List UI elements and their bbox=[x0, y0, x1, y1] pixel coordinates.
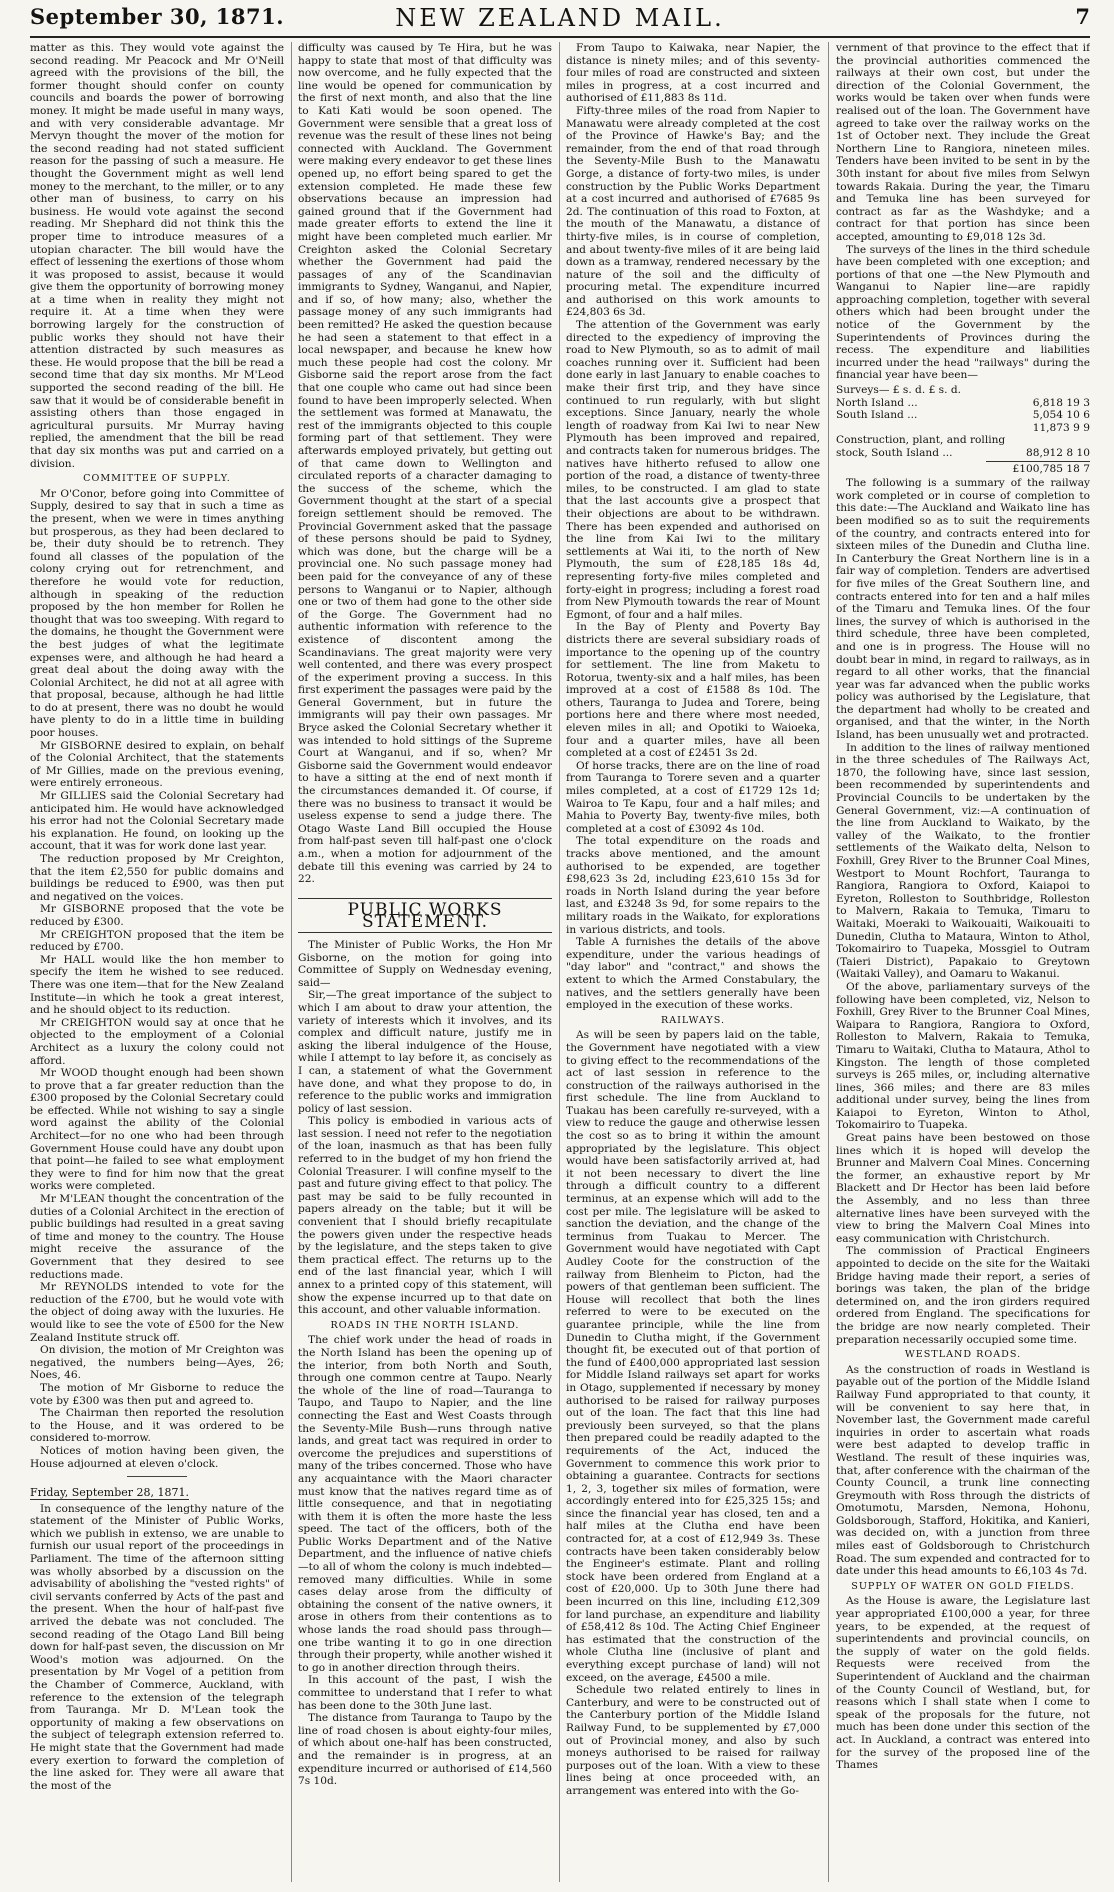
table-amount: 88,912 8 10 bbox=[1025, 447, 1090, 459]
article-paragraph: Mr GISBORNE proposed that the vote be reduced by £300. bbox=[30, 903, 284, 928]
article-paragraph: In this account of the past, I wish the committee to understand that I refer to what has been done to the 30th June last. bbox=[298, 1674, 552, 1712]
article-paragraph: Fifty-three miles of the road from Napier to Manawatu were already completed at the cost of the Province of Hawke's Bay; and the remainder, from the end of that road through the Seventy-Mile Bush to the Manawatu Gorge, a distance of forty-two miles, is under construction by the Public Works Department at a cost incurred and authorised of £7685 9s 2d. The continuation of this road to Foxton, at the mouth of the Manawatu, a distance of thirty-five miles, is in course of completion, and about twenty-five miles of it are being laid down as a tramway, rendered necessary by the nature of the soil and the difficulty of procuring metal. The expenditure incurred and authorised on this work amounts to £24,803 6s 3d. bbox=[566, 104, 820, 319]
table-amount: 6,818 19 3 bbox=[1032, 396, 1090, 409]
article-paragraph: Mr CREIGHTON proposed that the item be reduced by £700. bbox=[30, 928, 284, 954]
issue-date: September 30, 1871. bbox=[30, 4, 285, 29]
page-columns bbox=[30, 42, 1090, 1882]
article-paragraph: Mr REYNOLDS intended to vote for the reduction of the £700, but he would vote with the object of doing away with the luxuries. He would like to see the vote of £500 for the New Zealand Institute struck off. bbox=[30, 1281, 284, 1344]
article-paragraph: Mr WOOD thought enough had been shown to prove that a far greater reduction than the £300 proposed by the Colonial Secretary could be effected. While not wishing to say a single word against the ability of the Colonial Architect—for no one who had been through Government House could have any doubt upon that point—he failed to see what employment they were to find for him now that the great works were completed. bbox=[30, 1067, 284, 1193]
article-paragraph: Notices of motion having been given, the House adjourned at eleven o'clock. bbox=[30, 1444, 284, 1470]
article-paragraph: The surveys of the lines in the third schedule have been completed with one exception; and portions of that one —the New Plymouth and Wanganui to Napier line—are rapidly approaching completion, together with several others which had been brought under the notice of the Government by the Superintendents of Provinces during the recess. The expenditure and liabilities incurred under the head "railways" during the financial year have been— bbox=[836, 243, 1090, 382]
article-paragraph: The distance from Tauranga to Taupo by the line of road chosen is about eighty-four miles, of which about one-half has been constructed, and the remainder is in progress, at an expenditure incurred or authorised of £14,560 7s 10d. bbox=[298, 1712, 552, 1788]
article-paragraph: The Chairman then reported the resolution to the House, and it was ordered to be considered to-morrow. bbox=[30, 1407, 284, 1445]
article-paragraph: This policy is embodied in various acts of last session. I need not refer to the negotiation of the loan, inasmuch as that has been fully referred to in the budget of my hon friend the Colonial Treasurer. I will confine myself to the past and future giving effect to that policy. The past may be said to be fully recounted in papers already on the table; but it will be convenient that I should briefly recapitulate the powers given under the respective heads by the legislature, and the steps taken to give them practical effect. The returns up to the end of the last financial year, which I will annex to a printed copy of this statement, will show the expense incurred up to that date on this account, and other valuable information. bbox=[298, 1115, 552, 1317]
expenditure-table bbox=[836, 384, 1090, 475]
column-divider bbox=[828, 42, 829, 1882]
masthead bbox=[30, 4, 1090, 38]
table-row bbox=[836, 397, 1090, 410]
column-divider bbox=[559, 42, 560, 1882]
article-paragraph: Great pains have been bestowed on those lines which it is hoped will develop the Brunner and Malvern Coal Mines. Concerning the former, an exhaustive report by Mr Blackett and Dr Hector has been laid before the Assembly, and no less than three alternative lines have been surveyed with the view to bring the Malvern Coal Mines into easy communication with Christchurch. bbox=[836, 1132, 1090, 1245]
table-total-row bbox=[836, 463, 1090, 476]
column-1 bbox=[30, 42, 284, 1882]
article-paragraph: matter as this. They would vote against the second reading. Mr Peacock and Mr O'Neill agreed with the provisions of the bill, the former thought should confer on county councils and boards the power of borrowing money. It might be made useful in many ways, and with very considerable advantage. Mr Mervyn thought the mover of the motion for the second reading had not stated sufficient reason for the passing of such a measure. He thought the Government might as well lend money to the merchant, to the miller, or to any other man of business, to carry on his business. He would vote against the second reading. Mr Shephard did not think this the proper time to introduce measures of a utopian character. The bill would have the effect of lessening the exertions of those whom it was proposed to assist, because it would give them the opportunity of borrowing money at a time when in reality they might not require it. At a time when they were borrowing largely for the construction of public works they should not have their attention distracted by such measures as these. He would propose that the bill be read a second time that day six months. Mr M'Leod supported the second reading of the bill. He saw that it would be of considerable benefit in assisting others than those engaged in agricultural pursuits. Mr Murray having replied, the amendment that the bill be read that day six months was put and carried on a division. bbox=[30, 42, 284, 470]
table-label: Construction, plant, and rolling bbox=[836, 434, 1006, 447]
article-paragraph: On division, the motion of Mr Creighton was negatived, the numbers being—Ayes, 26; Noes, 46. bbox=[30, 1344, 284, 1382]
table-row bbox=[836, 422, 1090, 435]
table-total-amount: £100,785 18 7 bbox=[1012, 462, 1090, 475]
column-2 bbox=[298, 42, 552, 1882]
article-paragraph: vernment of that province to the effect that if the provincial authorities commenced the railways at their own cost, but under the direction of the Colonial Government, the works would be taken over when funds were realised out of the loan. The Government have agreed to take over the railway works on the 1st of October next. They include the Great Northern Line to Rangiora, nineteen miles. Tenders have been invited to be sent in by the 30th instant for about five miles from Selwyn towards Rakaia. During the year, the Timaru and Temuka line has been surveyed for contract as far as the Washdyke; and a contract for that portion has since been accepted, amounting to £9,018 12s 3d. bbox=[836, 42, 1090, 243]
article-paragraph: Schedule two related entirely to lines in Canterbury, and were to be constructed out of the Canterbury portion of the Middle Island Railway Fund, to be supplemented by £7,000 out of Provincial money, and also by such moneys authorised to be raised for railway purposes out of the loan. With a view to these lines being at once proceeded with, an arrangement was entered into with the Go- bbox=[566, 1684, 820, 1797]
subheading-water-supply: SUPPLY OF WATER ON GOLD FIELDS. bbox=[851, 1580, 1075, 1592]
article-paragraph: In consequence of the lengthy nature of the statement of the Minister of Public Works, which we publish in extenso, we are unable to furnish our usual report of the proceedings in Parliament. The time of the afternoon sitting was wholly absorbed by a discussion on the advisability of abolishing the "vested rights" of civil servants conferred by Acts of the past and the present. When the hour of half-past five arrived the debate was not concluded. The second reading of the Otago Land Bill being down for half-past seven, the discussion on Mr Wood's motion was adjourned. On the presentation by Mr Vogel of a petition from the Chamber of Commerce, Auckland, with reference to the extension of the telegraph from Tauranga. Mr D. M'Lean took the opportunity of making a few observations on the subject of telegraph extension referred to. He might state that the Government had made every exertion to forward the completion of the line asked for. They were all aware that the most of the bbox=[30, 1502, 284, 1792]
article-paragraph: The reduction proposed by Mr Creighton, that the item £2,550 for public domains and buildings be reduced to £900, was then put and negatived on the voices. bbox=[30, 853, 284, 903]
article-paragraph: As will be seen by papers laid on the table, the Government have negotiated with a view to giving effect to the recommendations of the act of last session in reference to the construction of the railways authorised in the first schedule. The line from Auckland to Tuakau has been carefully re-surveyed, with a view to reduce the gauge and otherwise lessen the cost so as to bring it within the amount appropriated by the legislature. This object would have been satisfactorily arrived at, had it not been necessary to divert the line through a difficult country to a different terminus, at an expense which will add to the cost per mile. The legislature will be asked to sanction the deviation, and the change of the terminus from Tuakau to Mercer. The Government would have negotiated with Capt Audley Coote for the construction of the railway from Blenheim to Picton, had the powers of that gentleman been sufficient. The House will recollect that both the lines referred to were to be executed on the guarantee principle, while the line from Dunedin to Clutha might, if the Government thought fit, be executed out of that portion of the fund of £400,000 appropriated last session for Middle Island railways set apart for works in Otago, supplemented if necessary by money authorised to be raised for railway purposes out of the loan. The fact that this line had previously been surveyed, so that the plans then prepared could be readily adapted to the requirements of the Act, induced the Government to commence this work prior to obtaining a guarantee. Contracts for sections 1, 2, 3, together six miles of formation, were accordingly entered into for £25,325 15s; and since the financial year has closed, ten and a half miles at the Clutha end have been contracted for, at a cost of £12,949 3s. These contracts have been taken considerably below the Engineer's estimate. Plant and rolling stock have been ordered from England at a cost of £20,000. Up to 30th June there had been incurred on this line, including £12,309 for land purchase, an expenditure and liability of £58,412 8s 10d. The Acting Chief Engineer has estimated that the construction of the whole Clutha line (inclusive of plant and everything except purchase of land) will not exceed, on the average, £4500 a mile. bbox=[566, 1029, 820, 1684]
article-paragraph: The following is a summary of the railway work completed or in course of completion to this date:—The Auckland and Waikato line has been modified so as to suit the requirements of the country, and contracts entered into for sixteen miles of the Dunedin and Clutha line. In Canterbury the Great Northern line is in a fair way of completion. Tenders are advertised for five miles of the Great Southern line, and contracts entered into for ten and a half miles of the Timaru and Temuka lines. Of the four lines, the survey of which is authorised in the third schedule, three have been completed, and one is in progress. The House will no doubt bear in mind, in regard to railways, as in regard to all other works, that the financial year was far advanced when the public works policy was authorised by the Legislature, that the department had wholly to be created and organised, and that the winter, in the North Island, has been unusually wet and protracted. bbox=[836, 477, 1090, 742]
article-paragraph: The chief work under the head of roads in the North Island has been the opening up of the interior, from both North and South, through one common centre at Taupo. Nearly the whole of the line of road—Tauranga to Taupo, and Taupo to Napier, and the line connecting the East and West Coasts through the Seventy-Mile Bush—runs through native lands, and great tact was required in order to overcome the prejudices and superstitions of many of the tribes concerned. Those who have any acquaintance with the Maori character must know that the natives regard time as of little consequence, and that in negotiating with them it is often the more haste the less speed. The tact of the officers, both of the Public Works Department and of the Native Department, and the influence of native chiefs—to all of whom the colony is much indebted—removed many difficulties. While in some cases delay arose from the difficulty of obtaining the consent of the native owners, it arose in others from their contentions as to whose lands the road should pass through—one tribe wanting it to go in one direction through their property, while another wished it to go in another direction through theirs. bbox=[298, 1334, 552, 1674]
article-paragraph: difficulty was caused by Te Hira, but he was happy to state that most of that difficulty was now overcome, and he fully expected that the line would be opened for communication by the first of next month, and also that the line to Kati Kati would be soon opened. The Government were sensible that a great loss of revenue was the result of these lines not being connected with Auckland. The Government were making every endeavor to get these lines opened up, no effort being spared to get the extension completed. He made these few observations because an impression had gained ground that if the Government had made greater efforts to extend the line it might have been completed much earlier. Mr Creighton asked the Colonial Secretary whether the Government had paid the passages of any of the Scandinavian immigrants to Sydney, Wanganui, and Napier, and if so, of how many; also, whether the passage money of any such immigrants had been remitted? He asked the question because he had seen a statement to that effect in a local newspaper, and because he knew how much these people had cost the colony. Mr Gisborne said the report arose from the fact that one couple who came out had since been found to have been improperly selected. When the settlement was formed at Manawatu, the rest of the immigrants objected to this couple forming part of that settlement. They were afterwards employed privately, but getting out of that came down to Wellington and circulated reports of a character damaging to the success of the scheme, which the Government thought at the start of a special foreign settlement should be removed. The Provincial Government asked that the passage of these persons should be paid to Sydney, which was done, but the charge will be a provincial one. No such passage money had been paid for the conveyance of any of these persons to Wanganui or to Napier, although one or two of them had gone to the other side of the Gorge. The Government had no authentic information with reference to the existence of discontent among the Scandinavians. The great majority were very well contented, and there was every prospect of the experiment proving a success. In this first experiment the passages were paid by the General Government, but in future the immigrants will pay their own passages. Mr Bryce asked the Colonial Secretary whether it was intended to hold sittings of the Supreme Court at Wanganui, and if so, when? Mr Gisborne said the Government would endeavor to have a sitting at the end of next month if the circumstances demanded it. Of course, if there was no business to transact it would be useless expense to send a judge there. The Otago Waste Land Bill occupied the House from half-past seven till half-past one o'clock a.m., when a motion for adjournment of the debate till this evening was carried by 24 to 22. bbox=[298, 42, 552, 886]
article-paragraph: The Minister of Public Works, the Hon Mr Gisborne, on the motion for going into Committee of Supply on Wednesday evening, said— bbox=[298, 938, 552, 989]
table-label: South Island ... bbox=[836, 409, 918, 422]
article-paragraph: Mr GISBORNE desired to explain, on behalf of the Colonial Architect, that the statements of Mr Gillies, made on the previous evening, were entirely erroneous. bbox=[30, 739, 284, 790]
section-title-public-works: PUBLIC WORKS STATEMENT. bbox=[298, 898, 552, 933]
table-header bbox=[836, 384, 1090, 397]
dateline-text: Friday, September 28, 1871. bbox=[30, 1486, 189, 1500]
table-label bbox=[836, 463, 1004, 476]
short-divider bbox=[127, 1476, 187, 1477]
article-paragraph: The motion of Mr Gisborne to reduce the vote by £300 was then put and agreed to. bbox=[30, 1381, 284, 1407]
article-paragraph: Mr M'LEAN thought the concentration of the duties of a Colonial Architect in the erection of public buildings had resulted in a great saving of time and money to the country. The House might receive the assurance of the Government that they desired to see reductions made. bbox=[30, 1193, 284, 1281]
subheading-westland-roads: WESTLAND ROADS. bbox=[904, 1349, 1022, 1361]
article-paragraph: Mr O'Conor, before going into Committee of Supply, desired to say that in such a time as the present, when we were in times anything but prosperous, as they had been declared to be, their duty should be to retrench. They found all classes of the population of the colony crying out for retrenchment, and therefore he would vote for reduction, although in speaking of the reduction proposed by the hon member for Rollen he thought that was too sweeping. With regard to the domains, he thought the Government were the best judges of what the legitimate expenses were, and although he had heard a great deal about the doing away with the Colonial Architect, he did not at all agree with that proposal, because, although he had little to do at present, there was no doubt he would have plenty to do in a little time in building poor houses. bbox=[30, 487, 284, 740]
table-label bbox=[836, 422, 1025, 435]
table-amount: 5,054 10 6 bbox=[1032, 409, 1090, 422]
article-paragraph: In addition to the lines of railway mentioned in the three schedules of The Railways Act, 1870, the following have, since last session, been recommended by superintendents and Provincial Councils to be undertaken by the General Government, viz:—A continuation of the line from Auckland to Waikato, by the valley of the Waikato, to the frontier settlements of the Waikato delta, Nelson to Foxhill, Grey River to the Brunner Coal Mines, Westport to Mount Rochfort, Tauranga to Rangiora, Rangiora to Oxford, Kaiapoi to Eyreton, Rolleston to Southbridge, Rolleston to Malvern, Rakaia to Temuka, Timaru to Waitaki, Moeraki to Waikouaiti, Waikouaiti to Dunedin, Clutha to Mataura, Winton to Athol, Tokomairiro to Tuapeka, Mossgiel to Outram (Taieri District), Papakaio to Greytown (Waitaki Valley), and Oamaru to Wakanui. bbox=[836, 741, 1090, 981]
article-paragraph: The commission of Practical Engineers appointed to decide on the site for the Waitaki Bridge having made their report, a series of borings was taken, the plan of the bridge determined on, and the iron girders required ordered from England. The specifications for the bridge are now nearly completed. Their preparation necessarily occupied some time. bbox=[836, 1245, 1090, 1346]
newspaper-title: NEW ZEALAND MAIL. bbox=[395, 4, 725, 32]
article-paragraph: The attention of the Government was early directed to the expediency of improving the road to New Plymouth, so as to admit of mail coaches running over it. Sufficient had been done early in last January to enable coaches to make their first trip, and they have since continued to run regularly, with but slight exceptions. Since January, nearly the whole length of roadway from Kai Iwi to near New Plymouth has been improved and repaired, and contracts taken for numerous bridges. The natives have hitherto refused to allow one portion of the road, a distance of twenty-three miles, to be constructed. I am glad to state that the last accounts give a prospect that their objections are about to be withdrawn. There has been expended and authorised on the line from Kai Iwi to the military settlements at Wai iti, to the north of New Plymouth, the sum of £28,185 18s 4d, representing forty-five miles completed and forty-eight in progress; including a forest road from New Plymouth towards the rear of Mount Egmont, of four and a half miles. bbox=[566, 319, 820, 621]
article-paragraph: Mr HALL would like the hon member to specify the item he wished to see reduced. There was one item—that for the New Zealand Institute—in which he took a great interest, and he should object to its reduction. bbox=[30, 953, 284, 1017]
subheading-roads-north-island: ROADS IN THE NORTH ISLAND. bbox=[330, 1319, 520, 1331]
table-amount bbox=[1082, 434, 1090, 447]
column-3 bbox=[566, 42, 820, 1882]
article-paragraph: As the House is aware, the Legislature last year appropriated £100,000 a year, for three years, to be expended, at the request of superintendents and provincial councils, on the supply of water on the gold fields. Requests were received from the Superintendent of Auckland and the chairman of the County Council of Westland, but, for reasons which I shall state when I come to speak of the proposals for the future, not much has been done under this section of the act. In Auckland, a contract was entered into for the survey of the proposed line of the Thames bbox=[836, 1595, 1090, 1772]
table-label: stock, South Island ... bbox=[836, 447, 953, 459]
article-paragraph: From Taupo to Kaiwaka, near Napier, the distance is ninety miles; and of this seventy-four miles of road are constructed and sixteen miles in progress, at a cost incurred and authorised of £11,883 8s 11d. bbox=[566, 42, 820, 105]
page-number: 7 bbox=[1075, 4, 1090, 29]
column-divider bbox=[291, 42, 292, 1882]
article-paragraph: Of horse tracks, there are on the line of road from Tauranga to Torere seven and a quarter miles completed, at a cost of £1729 12s 1d; Wairoa to Te Kapu, four and a half miles; and Mahia to Poverty Bay, twenty-five miles, both completed at a cost of £3092 4s 10d. bbox=[566, 759, 820, 835]
table-row bbox=[836, 447, 1090, 460]
table-row bbox=[836, 409, 1090, 422]
table-label: North Island ... bbox=[836, 396, 918, 409]
article-paragraph: Mr GILLIES said the Colonial Secretary had anticipated him. He would have acknowledged his error had not the Colonial Secretary made his explanation. He found, on looking up the account, that it was for work done last year. bbox=[30, 790, 284, 853]
table-amount: 11,873 9 9 bbox=[1032, 421, 1090, 434]
article-paragraph: In the Bay of Plenty and Poverty Bay districts there are several subsidiary roads of importance to the opening up of the country for settlement. The line from Maketu to Rotorua, twenty-six and a half miles, has been improved at a cost of £1588 8s 10d. The others, Tauranga to Judea and Torere, being portions here and there where most needed, eleven miles in all; and Opotiki to Waioeka, four and a quarter miles, have all been completed at a cost of £2451 3s 2d. bbox=[566, 621, 820, 760]
table-row bbox=[836, 434, 1090, 447]
article-paragraph: Of the above, parliamentary surveys of the following have been completed, viz, Nelson to Foxhill, Grey River to the Brunner Coal Mines, Waipara to Rangiora, Rangiora to Oxford, Rolleston to Malvern, Rakaia to Temuka, Timaru to Waitaki, Clutha to Mataura, Athol to Kingston. The length of those completed surveys is 265 miles, or, including alternative lines, 366 miles; and there are 83 miles additional under survey, being the lines from Kaiapoi to Eyreton, Winton to Athol, Tokomairiro to Tuapeka. bbox=[836, 980, 1090, 1132]
article-paragraph: The total expenditure on the roads and tracks above mentioned, and the amount authorised to be expended, are together £98,623 3s 2d, including £23,610 15s 3d for roads in North Island during the year before last, and £3248 3s 9d, for some repairs to the military roads in the Waikato, for explorations in various districts, and tools. bbox=[566, 835, 820, 936]
column-4 bbox=[836, 42, 1090, 1882]
masthead-rule bbox=[30, 36, 1090, 38]
article-paragraph: Sir,—The great importance of the subject to which I am about to draw your attention, the variety of interests which it involves, and its complex and difficult nature, justify me in asking the liberal indulgence of the House, while I attempt to lay before it, as concisely as I can, a statement of what the Government have done, and what they propose to do, in reference to the public works and immigration policy of last session. bbox=[298, 989, 552, 1115]
article-paragraph: Table A furnishes the details of the above expenditure, under the various headings of "day labor" and "contract," and shows the extent to which the Armed Constabulary, the natives, and the settlers generally have been employed in the execution of these works. bbox=[566, 936, 820, 1012]
subheading-railways: RAILWAYS. bbox=[660, 1014, 725, 1026]
dateline-friday bbox=[30, 1487, 284, 1500]
article-paragraph: As the construction of roads in Westland is payable out of the portion of the Middle Island Railway Fund appropriated to that county, it will be convenient to say here that, in November last, the Government made careful inquiries in order to ascertain what roads were best adapted to develop traffic in Westland. The result of these inquiries was, that, after conference with the chairman of the County Council, a trunk line connecting Greymouth with Ross through the districts of Omotumotu, Marsden, Nemona, Hohonu, Goldsborough, Stafford, Hokitika, and Kanieri, was decided on, with a junction from three miles east of Goldsborough to Christchurch Road. The sum expended and contracted for to date under this head amounts to £6,103 4s 7d. bbox=[836, 1363, 1090, 1578]
table-header-text: Surveys— £ s. d. £ s. d. bbox=[836, 384, 962, 397]
subheading-committee-of-supply: COMMITTEE OF SUPPLY. bbox=[83, 473, 231, 485]
table-total-rule bbox=[986, 461, 1090, 462]
article-paragraph: Mr CREIGHTON would say at once that he objected to the employment of a Colonial Architect as a luxury the colony could not afford. bbox=[30, 1016, 284, 1067]
